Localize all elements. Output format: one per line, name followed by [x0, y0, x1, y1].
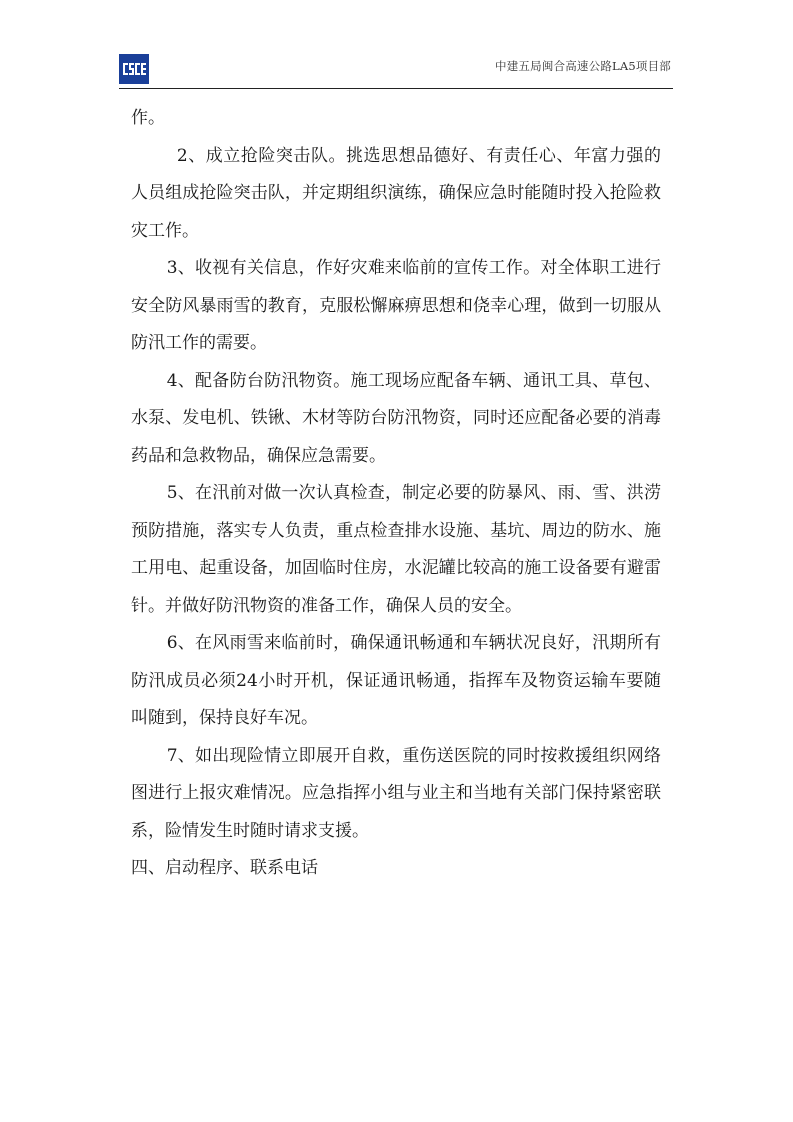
- project-name: 中建五局闽合高速公路LA5项目部: [495, 59, 671, 73]
- page-header: [119, 48, 673, 89]
- paragraph-item-6: 6、在风雨雪来临前时，确保通讯畅通和车辆状况良好，汛期所有防汛成员必须24小时开机，保证通讯畅通，指挥车及物资运输车要随叫随到，保持良好车况。: [131, 633, 661, 728]
- document-body: [131, 100, 661, 888]
- section-heading: 四、启动程序、联系电话: [131, 858, 318, 878]
- paragraph-item-4: 4、配备防台防汛物资。施工现场应配备车辆、通讯工具、草包、水泵、发电机、铁锹、木材等防台防汛物资，同时还应配备必要的消毒药品和急救物品，确保应急需要。: [131, 370, 661, 466]
- paragraph-item-3: 3、收视有关信息，作好灾难来临前的宣传工作。对全体职工进行安全防风暴雨雪的教育，克服松懈麻痹思想和侥幸心理，做到一切服从防汛工作的需要。: [131, 258, 661, 353]
- paragraph-item-2: 2、成立抢险突击队。挑选思想品德好、有责任心、年富力强的人员组成抢险突击队，并定期组织演练，确保应急时能随时投入抢险救灾工作。: [131, 145, 661, 241]
- paragraph-continuation: 作。: [131, 108, 165, 128]
- company-logo-icon: [119, 54, 149, 84]
- paragraph-item-5: 5、在汛前对做一次认真检查，制定必要的防暴风、雨、雪、洪涝预防措施，落实专人负责，重点检查排水设施、基坑、周边的防水、施工用电、起重设备，加固临时住房，水泥罐比较高的施工设备要有避雷针。并做好防汛物资的准备工作，确保人员的安全。: [131, 483, 661, 616]
- paragraph-item-7: 7、如出现险情立即展开自救，重伤送医院的同时按救援组织网络图进行上报灾难情况。应急指挥小组与业主和当地有关部门保持紧密联系，险情发生时随时请求支援。: [131, 745, 661, 841]
